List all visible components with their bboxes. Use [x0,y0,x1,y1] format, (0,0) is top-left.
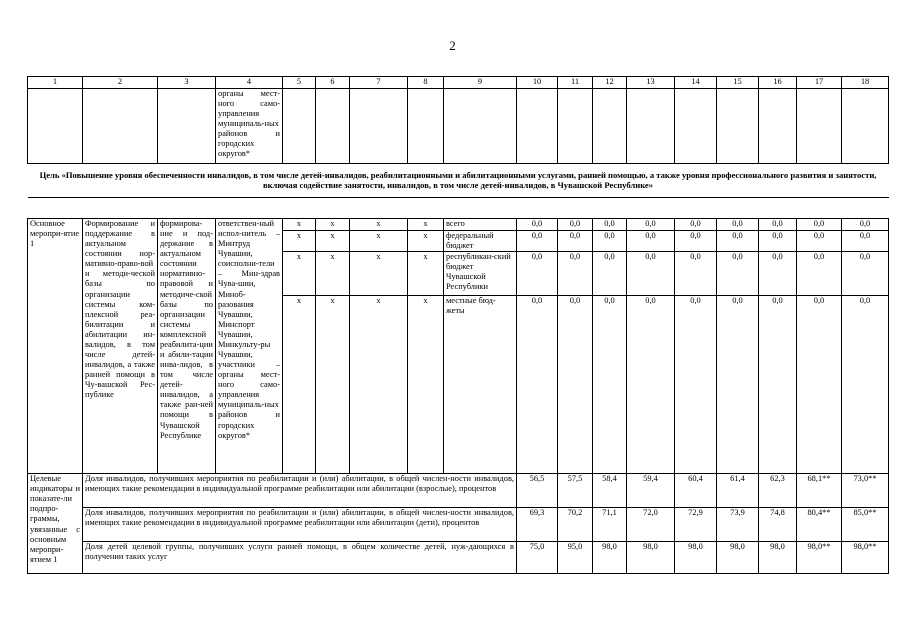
column-number: 10 [517,77,558,89]
indicator-value: 85,0** [842,508,889,542]
indicator-text: Доля инвалидов, получивших мероприятия по реабилитации и (или) абилитации, в общей числен-ности инвалидов, имеющих такие рекомендации в индивидуальной программе реабилитации или абилитации (взрослые), процентов [83,474,517,508]
empty-cell [316,89,350,164]
budget-code: x [283,231,316,252]
indicator-value: 69,3 [517,508,558,542]
event-name: Формирование и поддержание в актуальном состоянии нор-мативно-право-вой и методи-ческой базы по организации системы ком-плексной реа-билитации и абилитации ин-валидов, в том числе детей-инвалидов, а также ранней помощи в Чу-вашской Рес-публике [83,219,158,474]
indicator-value: 95,0 [558,542,593,574]
indicator-value: 62,3 [759,474,797,508]
funding-value: 0,0 [517,296,558,474]
indicator-value: 98,0** [842,542,889,574]
column-number: 7 [350,77,408,89]
funding-value: 0,0 [759,231,797,252]
budget-code: x [350,296,408,474]
column-number: 16 [759,77,797,89]
column-number: 5 [283,77,316,89]
budget-code: x [408,252,444,296]
goal-text: Цель «Повышение уровня обеспеченности инвалидов, в том числе детей-инвалидов, реабилитационными и абилитационными услугами, ранней помощью, а также уровня профессионального развития и занятости, включая содействие занятости, инвалидов, в том числе детей-инвалидов, в Чувашской Республике» [28,164,889,198]
indicator-value: 98,0 [675,542,717,574]
continuation-row [28,89,889,164]
indicator-row [28,508,889,542]
column-number: 14 [675,77,717,89]
funding-value: 0,0 [797,296,842,474]
empty-cell [759,89,797,164]
funding-value: 0,0 [593,231,627,252]
event-finance-row [28,219,889,231]
indicator-value: 59,4 [627,474,675,508]
event-responsible: ответствен-ный испол-нитель – Минтруд Чувашии, соисполни-тели – Мин-здрав Чува-шии, Миноб-разования Чувашии, Минспорт Чувашии, Минкульту-ры Чувашии, участники – органы мест-ного само-управления муниципаль-ных районов и городских округов* [216,219,283,474]
empty-cell [28,89,83,164]
funding-value: 0,0 [759,252,797,296]
funding-value: 0,0 [717,252,759,296]
funding-value: 0,0 [717,231,759,252]
indicator-value: 60,4 [675,474,717,508]
funding-value: 0,0 [842,252,889,296]
funding-source: местные бюд-жеты [444,296,517,474]
funding-source: всего [444,219,517,231]
empty-cell [350,89,408,164]
funding-value: 0,0 [517,219,558,231]
indicator-value: 75,0 [517,542,558,574]
empty-cell [593,89,627,164]
column-number: 18 [842,77,889,89]
budget-code: x [316,231,350,252]
indicator-value: 57,5 [558,474,593,508]
indicator-value: 98,0 [717,542,759,574]
funding-value: 0,0 [593,296,627,474]
gap-row [28,198,889,219]
indicator-value: 58,4 [593,474,627,508]
funding-value: 0,0 [842,296,889,474]
column-number: 6 [316,77,350,89]
funding-value: 0,0 [558,252,593,296]
indicator-value: 61,4 [717,474,759,508]
page-number: 2 [449,38,456,53]
column-number: 9 [444,77,517,89]
budget-code: x [408,219,444,231]
continuation-responsible: органы мест-ного само-управления муниципаль-ных районов и городских округов* [216,89,283,164]
empty-cell [444,89,517,164]
column-number: 17 [797,77,842,89]
empty-cell [717,89,759,164]
funding-value: 0,0 [759,219,797,231]
empty-cell [558,89,593,164]
budget-code: x [408,296,444,474]
column-number-row [28,77,889,89]
empty-cell [797,89,842,164]
funding-value: 0,0 [842,219,889,231]
indicator-value: 98,0 [759,542,797,574]
budget-code: x [316,296,350,474]
column-number: 15 [717,77,759,89]
funding-value: 0,0 [675,252,717,296]
empty-cell [83,89,158,164]
column-number: 8 [408,77,444,89]
gap-cell [28,198,889,219]
indicator-value: 80,4** [797,508,842,542]
funding-value: 0,0 [717,219,759,231]
empty-cell [408,89,444,164]
indicators-label: Целевые индикаторы и показате-ли подпро-граммы, увязанные с основным меропри-ятием 1 [28,474,83,574]
indicator-value: 68,1** [797,474,842,508]
funding-value: 0,0 [675,219,717,231]
column-number: 12 [593,77,627,89]
budget-code: x [283,296,316,474]
empty-cell [675,89,717,164]
empty-cell [842,89,889,164]
indicator-value: 70,2 [558,508,593,542]
indicator-value: 72,9 [675,508,717,542]
column-number: 4 [216,77,283,89]
funding-value: 0,0 [797,231,842,252]
budget-code: x [350,252,408,296]
budget-code: x [283,252,316,296]
funding-value: 0,0 [797,252,842,296]
funding-value: 0,0 [627,231,675,252]
indicator-row [28,542,889,574]
funding-value: 0,0 [842,231,889,252]
funding-value: 0,0 [627,296,675,474]
indicator-value: 73,0** [842,474,889,508]
column-number: 3 [158,77,216,89]
event-task: формирова-ние и под-держание в актуальном состоянии нормативно-правовой и методиче-ской базы по организации системы комплексной реабилита-ции и абили-тации инва-лидов, в том числе детей-инвалидов, а также ран-ней помощи в Чувашской Республике [158,219,216,474]
budget-code: x [316,219,350,231]
empty-cell [158,89,216,164]
budget-code: x [283,219,316,231]
funding-value: 0,0 [517,252,558,296]
indicator-text: Доля инвалидов, получивших мероприятия по реабилитации и (или) абилитации, в общей числен-ности инвалидов, имеющих такие рекомендации в индивидуальной программе реабилитации или абилитации (дети), процентов [83,508,517,542]
funding-value: 0,0 [558,296,593,474]
column-number: 1 [28,77,83,89]
indicator-row [28,474,889,508]
funding-value: 0,0 [517,231,558,252]
indicator-value: 73,9 [717,508,759,542]
budget-code: x [350,231,408,252]
indicator-value: 72,0 [627,508,675,542]
funding-value: 0,0 [797,219,842,231]
indicator-value: 98,0** [797,542,842,574]
empty-cell [627,89,675,164]
indicator-value: 98,0 [593,542,627,574]
funding-value: 0,0 [627,252,675,296]
indicator-value: 74,8 [759,508,797,542]
funding-value: 0,0 [759,296,797,474]
budget-code: x [408,231,444,252]
funding-value: 0,0 [675,296,717,474]
event-status: Основное меропри-ятие 1 [28,219,83,474]
column-number: 2 [83,77,158,89]
funding-source: республикан-ский бюджет Чувашской Республики [444,252,517,296]
funding-value: 0,0 [593,252,627,296]
funding-value: 0,0 [558,231,593,252]
empty-cell [517,89,558,164]
funding-value: 0,0 [717,296,759,474]
funding-value: 0,0 [593,219,627,231]
budget-code: x [350,219,408,231]
budget-code: x [316,252,350,296]
indicator-value: 56,5 [517,474,558,508]
empty-cell [283,89,316,164]
funding-value: 0,0 [627,219,675,231]
indicator-value: 98,0 [627,542,675,574]
indicator-text: Доля детей целевой группы, получивших услуги ранней помощи, в общем количестве детей, нуж-дающихся в получении таких услуг [83,542,517,574]
goal-row [28,164,889,198]
funding-value: 0,0 [558,219,593,231]
column-number: 11 [558,77,593,89]
column-number: 13 [627,77,675,89]
funding-source: федеральный бюджет [444,231,517,252]
funding-value: 0,0 [675,231,717,252]
program-table [27,76,889,574]
indicator-value: 71,1 [593,508,627,542]
